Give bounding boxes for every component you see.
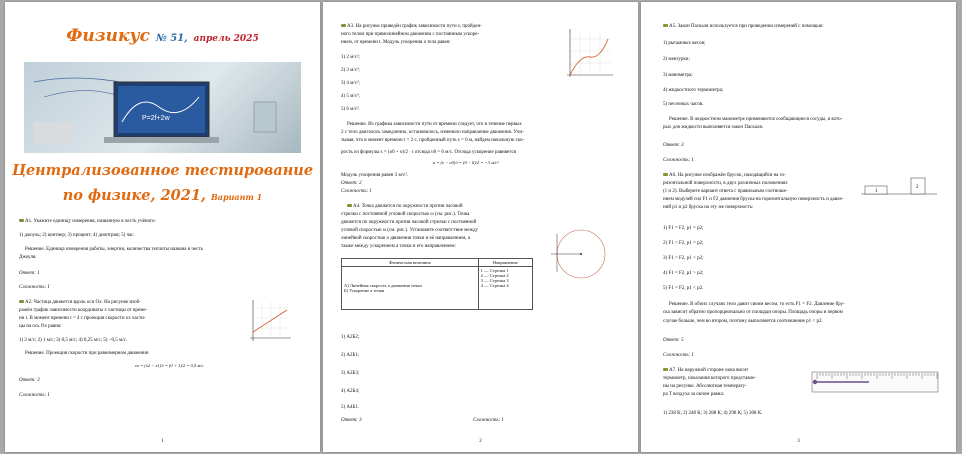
a4-circle-diagram: [551, 222, 613, 282]
pencil-icon: [663, 173, 668, 176]
thermometer-scale: [811, 368, 941, 398]
a5-answer: Ответ: 3: [663, 143, 684, 148]
laptop-illustration: [24, 62, 301, 153]
a1-solution: Решение. Единица измерения работы, энергии, количества теплоты названа в честь: [25, 247, 203, 252]
table-left-b: Б) Ускорение a точки: [344, 288, 385, 293]
table-right-4: 4 — Стрелка 4: [480, 283, 509, 288]
a4-question-1: А4. Точка движется по окружности против часовой: [347, 204, 463, 210]
a4-option-2: 2) А2Б1;: [341, 353, 360, 358]
table-right-3: 3 — Стрелка 3: [480, 278, 509, 283]
a6-option-4: 4) F1 = F2, p1 > p2;: [663, 271, 704, 276]
cover-image: [24, 62, 301, 153]
page-1: [5, 2, 320, 452]
magazine-title: Физикус: [66, 26, 151, 46]
page-number: 3: [797, 439, 800, 444]
a3-result: Модуль ускорения равен 3 м/с².: [341, 173, 409, 178]
a1-solution-cont: Джоуля.: [19, 255, 37, 260]
a6-option-1: 1) F1 = F2, p1 = p2;: [663, 226, 704, 231]
a1-difficulty: Сложность: I: [19, 285, 50, 290]
a7-question-3: ны на рисунке. Абсолютная температу-: [663, 384, 747, 389]
a3-solution-4: рость из формулы s = (υ0 + υ)/2 · t отсюда υ0 = 6 м/с. Отсюда ускорение равняется: [341, 150, 516, 155]
a4-question-3: движется по окружности против часовой стрелки с постоянной: [341, 220, 477, 225]
a6-question-1: А6. На рисунке изображён брусок, находящийся на го-: [663, 173, 786, 179]
table-right-1: 1 — Стрелка 1: [480, 268, 509, 273]
a5-option-5: 5) песочных часов.: [663, 102, 704, 107]
a1-options: 1) джоуль; 2) центнер; 3) процент; 4) диоптрия; 5) час.: [19, 233, 135, 238]
a5-option-3: 3) манометра;: [663, 73, 693, 78]
pencil-icon: [663, 24, 668, 27]
a5-option-4: 4) жидкостного термометра;: [663, 88, 724, 93]
a7-question-2: термометр, показания которого представле-: [663, 376, 757, 381]
a3-option-1: 1) 2 м/с²;: [341, 55, 360, 60]
a3-solution-3: тывая, что в момент времени t = 2 с, пройденный путь s = 6 м, найдем начальную ско-: [341, 138, 525, 143]
a6-option-3: 3) F1 > F2, p1 > p2;: [663, 256, 704, 261]
pencil-icon: [347, 204, 352, 207]
page-3: [641, 2, 956, 452]
heading-line-1: Централизованное тестирование: [11, 162, 314, 179]
a3-option-5: 5) 6 м/с².: [341, 107, 360, 112]
a6-question-2: ризонтальной поверхности, в двух различных положениях: [663, 181, 788, 186]
table-right-2: 2 — Стрелка 2: [480, 273, 509, 278]
a2-graph: [245, 298, 293, 342]
a2-question-3: ни t. В момент времени t = 4 с проекция скорости υx части-: [19, 316, 146, 321]
svg-text:2: 2: [916, 185, 919, 190]
magazine-header: [5, 26, 320, 46]
a7-options: 1) 238 К; 2) 248 К; 3) 288 К; 4) 298 К; 5) 308 К.: [663, 411, 763, 416]
a6-question-4: нием модулей сил F1 и F2 давления бруска на горизонтальную поверхность и давле-: [663, 197, 844, 202]
a6-solution-1: Решение. В обоих случаях тело давит своим весом, то есть F1 = F2. Давление бру-: [669, 302, 845, 307]
a6-block-diagram: [859, 174, 939, 196]
a3-question-2: ного телом при прямолинейном движении с постоянным ускоре-: [341, 32, 480, 37]
a3-graph: [563, 27, 615, 79]
a5-solution-1: Решение. В жидкостном манометре применяются сообщающиеся сосуды, в кото-: [669, 117, 843, 122]
a5-question: А5. Закон Паскаля используется при проведении измерений с помощью:: [663, 24, 824, 30]
a4-option-4: 4) А2Б4;: [341, 389, 360, 394]
issue-date: апрель 2025: [193, 34, 259, 44]
a2-question-2: ражён график зависимости координаты x частицы от време-: [19, 308, 148, 313]
a3-question-1: А3. На рисунке приведён график зависимости пути s, пройден-: [341, 24, 482, 30]
a5-option-1: 1) рычажных весов;: [663, 41, 706, 46]
page-number: 1: [161, 439, 164, 444]
a6-difficulty: Сложность: I: [663, 353, 694, 358]
a6-question-3: (1 и 2). Выберите вариант ответа с правильным соотноше-: [663, 189, 788, 194]
heading-line-2: [5, 187, 320, 204]
a6-solution-2: ска зависит обратно пропорционально от площади опоры. Площадь опоры в первом: [663, 310, 843, 315]
a4-question-2: стрелки с постоянной угловой скоростью ω (см. рис.). Точка: [341, 212, 470, 217]
a3-solution-2: 2 с тело двигалось замедленно, остановилось, изменило направление движения. Учи-: [341, 130, 524, 135]
a4-difficulty: Сложность: I: [473, 418, 504, 423]
a5-option-2: 2) мензурки;: [663, 57, 690, 62]
a7-question-4: ра T воздуха за окном равна:: [663, 392, 725, 397]
a1-answer: Ответ: 1: [19, 271, 40, 276]
pencil-icon: [341, 24, 346, 27]
pencil-icon: [663, 368, 668, 371]
a4-option-1: 1) А2Б2;: [341, 335, 360, 340]
a4-question-6: также между ускорением a точки и его направлением:: [341, 244, 456, 249]
a4-option-3: 3) А2Б3;: [341, 371, 360, 376]
variant-label: Вариант 1: [211, 192, 263, 202]
a2-question-1: А2. Частица движется вдоль оси Ox. На рисунке изоб-: [19, 300, 141, 306]
a6-solution-3: случае больше, чем во втором, поэтому выполняется соотношение p1 < p2.: [663, 319, 823, 324]
table-left-a: А) Линейная скорость υ движения точки: [344, 283, 422, 288]
pencil-icon: [19, 219, 24, 222]
a5-difficulty: Сложность: I: [663, 158, 694, 163]
a3-formula: a = (υ − υ0)/t = (0 − 6)/2 = −3 м/с².: [433, 160, 500, 165]
a3-difficulty: Сложность: I: [341, 189, 372, 194]
a4-option-5: 5) А4Б1.: [341, 405, 360, 410]
page-2: [323, 2, 638, 452]
a2-solution: Решение. Проекция скорости при равномерном движении: [25, 351, 149, 356]
table-header-direction: Направление: [478, 259, 532, 267]
a2-difficulty: Сложность: I: [19, 393, 50, 398]
a4-table: [341, 258, 533, 310]
svg-text:P=2f+2w: P=2f+2w: [142, 115, 170, 122]
a4-answer: Ответ: 3: [341, 418, 362, 423]
a6-question-5: ний p1 и p2 бруска на эту же поверхность:: [663, 205, 754, 210]
a7-question-1: А7. На наружной стороне окна висит: [663, 368, 748, 374]
pencil-icon: [19, 300, 24, 303]
a2-answer: Ответ: 3: [19, 378, 40, 383]
a6-option-5: 5) F1 = F2, p1 < p2.: [663, 286, 704, 291]
page-number: 2: [479, 439, 482, 444]
a3-option-2: 2) 3 м/с²;: [341, 68, 360, 73]
a2-options: 1) 2 м/с; 2) 1 м/с; 3) 0,5 м/с; 4) 0,25 м/с; 5) −0,5 м/с.: [19, 338, 128, 343]
a5-solution-2: рых для жидкости выполняется закон Паскаля.: [663, 125, 764, 130]
heading-text: по физике, 2021,: [62, 187, 206, 204]
svg-text:1: 1: [875, 189, 878, 194]
a3-question-3: нием, от времени t. Модуль ускорения a тела равен:: [341, 40, 451, 45]
a4-question-5: линейной скоростью υ движения точки и её направлением, а: [341, 236, 471, 241]
a2-formula: υx = (x2 − x1)/t = (0 + 1)/2 = 0,5 м/с.: [135, 363, 205, 368]
a3-option-4: 4) 5 м/с²;: [341, 94, 360, 99]
a3-answer: Ответ: 2: [341, 181, 362, 186]
issue-number: № 51,: [155, 33, 188, 44]
a3-option-3: 3) 4 м/с²;: [341, 81, 360, 86]
a1-question: А1. Укажите единицу измерения, названную в честь учёного:: [19, 219, 156, 225]
a4-question-4: угловой скоростью ω (см. рис.). Установите соответствие между: [341, 228, 479, 233]
table-header-quantity: Физическая величина: [342, 259, 479, 267]
a6-option-2: 2) F1 < F2, p1 = p2;: [663, 241, 704, 246]
a6-answer: Ответ: 5: [663, 338, 684, 343]
a2-question-4: цы на ось Ox равна:: [19, 324, 62, 329]
a3-solution-1: Решение. Из графика зависимости пути от времени следует, что в течение первых: [347, 122, 522, 127]
